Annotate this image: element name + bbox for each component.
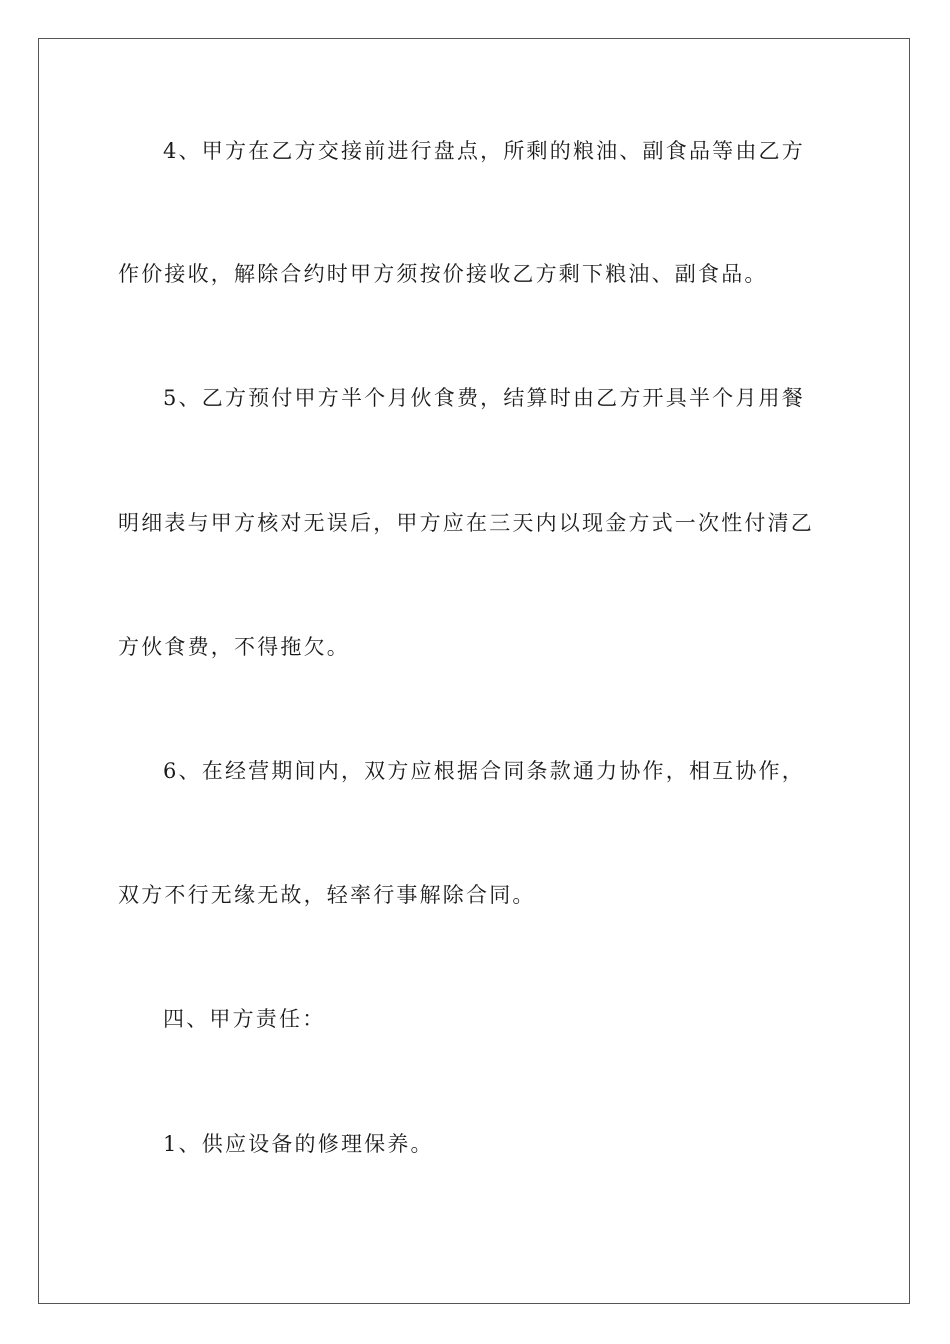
duty-1-line: 1、供应设备的修理保养。	[163, 1132, 434, 1156]
clause-4-line-1: 4、甲方在乙方交接前进行盘点，所剩的粮油、副食品等由乙方	[163, 139, 805, 163]
clause-5-line-3: 方伙食费，不得拖欠。	[118, 635, 350, 659]
clause-5-line-1: 5、乙方预付甲方半个月伙食费，结算时由乙方开具半个月用餐	[163, 386, 805, 410]
page-frame	[38, 38, 910, 1304]
clause-6-line-2: 双方不行无缘无故，轻率行事解除合同。	[118, 883, 536, 907]
clause-4-line-2: 作价接收，解除合约时甲方须按价接收乙方剩下粮油、副食品。	[118, 262, 768, 286]
clause-6-line-1: 6、在经营期间内，双方应根据合同条款通力协作，相互协作，	[163, 759, 805, 783]
section-heading-party-a-duties: 四、甲方责任：	[163, 1007, 326, 1031]
clause-5-line-2: 明细表与甲方核对无误后，甲方应在三天内以现金方式一次性付清乙	[118, 511, 814, 535]
